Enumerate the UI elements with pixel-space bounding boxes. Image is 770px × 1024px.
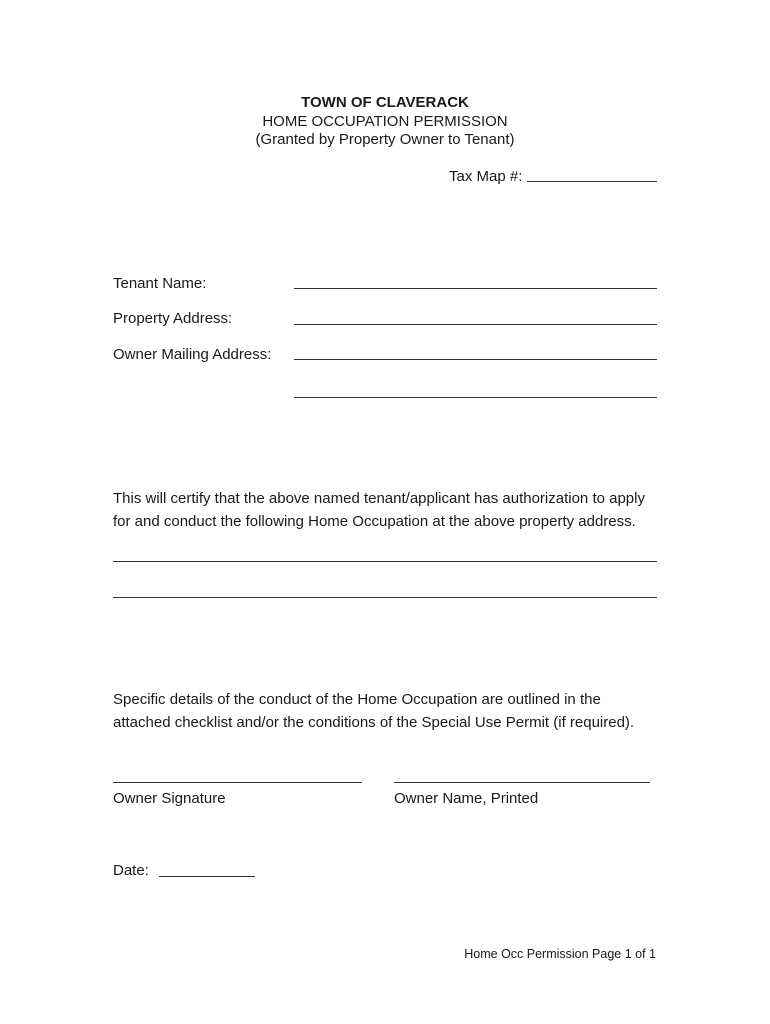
- owner-mailing-address-field[interactable]: [294, 359, 657, 360]
- certification-line-1: This will certify that the above named tenant/applicant has authorization to apply: [113, 490, 645, 507]
- home-occupation-field-2[interactable]: [113, 597, 657, 598]
- owner-name-printed-label: Owner Name, Printed: [394, 790, 539, 807]
- details-paragraph: [113, 688, 673, 734]
- date-field[interactable]: [159, 876, 255, 877]
- tax-map-label: Tax Map #:: [449, 168, 523, 185]
- owner-mailing-address-label: Owner Mailing Address:: [113, 346, 272, 363]
- property-address-label: Property Address:: [113, 310, 233, 327]
- tenant-name-label: Tenant Name:: [113, 275, 207, 292]
- page-footer: Home Occ Permission Page 1 of 1: [464, 947, 656, 961]
- owner-signature-field[interactable]: [113, 782, 362, 783]
- owner-name-printed-field[interactable]: [394, 782, 650, 783]
- owner-mailing-address-field-line2[interactable]: [294, 397, 657, 398]
- home-occupation-field-1[interactable]: [113, 561, 657, 562]
- certification-paragraph: [113, 487, 673, 533]
- form-subtitle: HOME OCCUPATION PERMISSION: [262, 113, 508, 130]
- form-title: TOWN OF CLAVERACK: [301, 94, 469, 111]
- certification-line-2: for and conduct the following Home Occupation at the above property address.: [113, 513, 636, 530]
- details-line-1: Specific details of the conduct of the Home Occupation are outlined in the: [113, 691, 601, 708]
- tax-map-field[interactable]: [527, 181, 657, 182]
- tenant-name-field[interactable]: [294, 288, 657, 289]
- owner-signature-label: Owner Signature: [113, 790, 226, 807]
- property-address-field[interactable]: [294, 324, 657, 325]
- form-note: (Granted by Property Owner to Tenant): [255, 131, 515, 148]
- details-line-2: attached checklist and/or the conditions of the Special Use Permit (if required).: [113, 714, 635, 731]
- date-label: Date:: [113, 862, 149, 879]
